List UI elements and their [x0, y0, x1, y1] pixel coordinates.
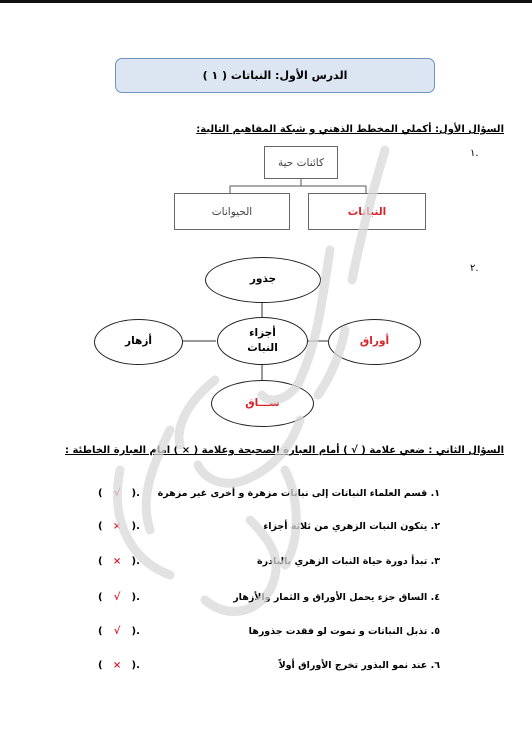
answer-1: ( √ ).	[98, 488, 140, 499]
tree-answer-box-plants	[308, 193, 426, 230]
tree-animals-label: الحيوانات	[211, 205, 253, 218]
statement-3: ٣. تبدأ دورة حياة النبات الزهري بالبادرة	[257, 556, 440, 567]
web-left-label: أزهار	[125, 335, 152, 348]
lesson-title: الدرس الأول: النباتات ( ١ )	[202, 69, 348, 82]
web-center-ellipse	[217, 317, 308, 365]
statement-4: ٤. الساق جزء يحمل الأوراق و الثمار والأزهار	[233, 592, 440, 603]
answer-3: ( × ).	[98, 556, 140, 567]
web-bottom-ellipse	[211, 380, 314, 427]
item2-number: ٢.	[470, 263, 479, 274]
answer-mark-5: √	[113, 626, 121, 637]
web-center-line2: النبات	[247, 342, 278, 354]
web-top-ellipse	[205, 257, 321, 303]
answer-2: ( × ).	[98, 521, 140, 532]
answer-mark-2: ×	[112, 521, 122, 532]
answer-mark-6: ×	[112, 660, 122, 671]
statement-5: ٥. تذبل النباتات و تموت لو فقدت جذورها	[248, 626, 440, 637]
web-right-ellipse	[328, 319, 421, 365]
tree-root-label: كائنات حية	[278, 156, 324, 169]
web-center-label	[247, 326, 278, 356]
web-left-ellipse	[94, 319, 183, 365]
tree-root-box	[264, 146, 338, 179]
answer-mark-3: ×	[112, 556, 122, 567]
web-top-label: جذور	[249, 273, 277, 286]
question2-heading: السؤال الثاني : ضعي علامة ( √ ) أمام العبارة الصحيحة وعلامة ( × ) امام العبارة الخاطئة :	[65, 445, 504, 456]
answer-mark-4: √	[113, 592, 121, 603]
tree-box-animals	[174, 193, 290, 230]
tree-answer-label: النباتات	[347, 205, 387, 218]
web-right-label: أوراق	[359, 335, 390, 348]
question1-heading: السؤال الأول: أكملي المخطط الذهني و شبكة المفاهيم التالية:	[196, 124, 504, 135]
answer-6: ( × ).	[98, 660, 140, 671]
answer-5: ( √ ).	[98, 626, 140, 637]
web-center-line1: أجزاء	[249, 326, 276, 339]
item1-number: ١.	[470, 148, 479, 159]
answer-4: ( √ ).	[98, 592, 140, 603]
statement-6: ٦. عند نمو البذور تخرج الأوراق أولاً	[278, 660, 440, 671]
statement-1: ١. قسم العلماء النباتات إلى نباتات مزهرة و أخرى غير مزهرة	[157, 488, 440, 499]
statement-2: ٢. يتكون النبات الزهري من ثلاثة أجزاء	[263, 521, 440, 532]
answer-mark-1: √	[113, 488, 121, 499]
web-bottom-label: ســـاق	[245, 396, 280, 409]
